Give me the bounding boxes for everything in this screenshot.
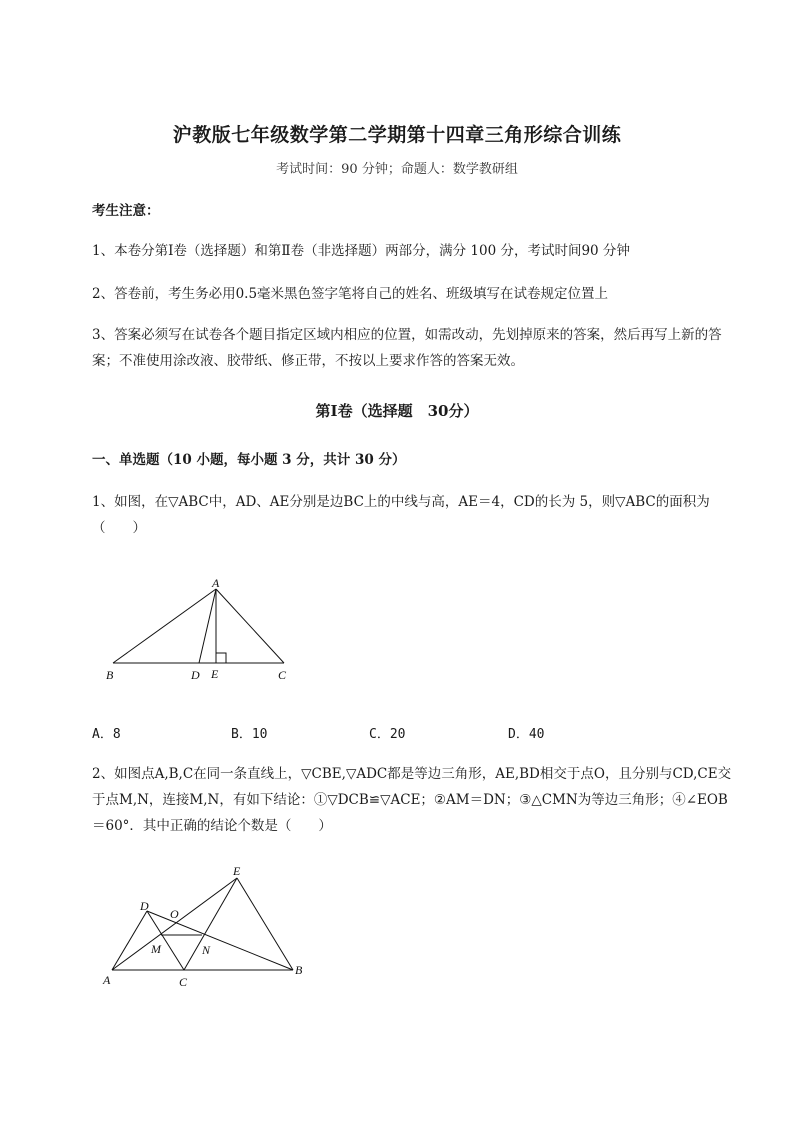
label-e: E bbox=[211, 667, 219, 681]
label-e: E bbox=[233, 864, 241, 878]
label-m: M bbox=[151, 942, 161, 956]
exam-subtitle: 考试时间：90 分钟；命题人：数学教研组 bbox=[276, 162, 518, 177]
segment-ac bbox=[216, 589, 284, 663]
question-1-text: 1、如图，在▽ABC中，AD、AE分别是边BC上的中线与高，AE＝4，CD的长为 5，则▽ABC的面积为（ ） bbox=[92, 494, 710, 536]
question-1-option-c[interactable]: C．20 bbox=[369, 727, 406, 742]
question-2-figure bbox=[95, 860, 325, 995]
segment-ce bbox=[184, 878, 237, 970]
notice-item-1: 1、本卷分第Ⅰ卷（选择题）和第Ⅱ卷（非选择题）两部分，满分 100 分，考试时间90 分钟 bbox=[92, 243, 630, 259]
question-2-text: 2、如图点A,B,C在同一条直线上，▽CBE,▽ADC都是等边三角形，AE,BD相交于点O，且分别与CD,CE交于点M,N，连接M,N，有如下结论：①▽DCB≌▽ACE；②AM＝DN；③△CMN为等边三角形；④∠EOB＝60°．其中正确的结论个数是（ ） bbox=[92, 766, 732, 834]
question-1-option-a[interactable]: A．8 bbox=[92, 727, 121, 742]
right-angle-mark bbox=[216, 653, 226, 663]
segment-db bbox=[147, 911, 293, 970]
question-1-figure bbox=[100, 575, 300, 685]
segment-eb bbox=[237, 878, 293, 970]
label-c: C bbox=[179, 975, 188, 989]
segment-ad bbox=[199, 589, 216, 663]
label-c: C bbox=[278, 668, 287, 682]
notice-item-2: 2、答卷前，考生务必用0.5毫米黑色签字笔将自己的姓名、班级填写在试卷规定位置上 bbox=[92, 286, 609, 302]
label-b: B bbox=[295, 963, 303, 977]
label-o: O bbox=[170, 907, 179, 921]
label-b: B bbox=[106, 668, 114, 682]
notice-item-3: 3、答案必须写在试卷各个题目指定区域内相应的位置，如需改动，先划掉原来的答案，然后再写上新的答案；不准使用涂改液、胶带纸、修正带，不按以上要求作答的答案无效。 bbox=[92, 327, 722, 369]
question-1-option-d[interactable]: D．40 bbox=[508, 727, 545, 742]
segment-ab bbox=[113, 589, 216, 663]
segment-ae bbox=[112, 878, 237, 970]
part-heading: 一、单选题（10 小题，每小题 3 分，共计 30 分） bbox=[92, 452, 406, 468]
label-a: A bbox=[103, 973, 111, 987]
section-title: 第Ⅰ卷（选择题 30分） bbox=[315, 402, 479, 420]
label-n: N bbox=[202, 943, 211, 957]
notice-heading: 考生注意： bbox=[92, 203, 160, 219]
label-d: D bbox=[140, 899, 149, 913]
label-a: A bbox=[212, 576, 220, 590]
question-1-option-b[interactable]: B．10 bbox=[231, 727, 268, 742]
exam-title: 沪教版七年级数学第二学期第十四章三角形综合训练 bbox=[172, 124, 622, 146]
segment-ad bbox=[112, 911, 147, 970]
label-d: D bbox=[191, 668, 200, 682]
